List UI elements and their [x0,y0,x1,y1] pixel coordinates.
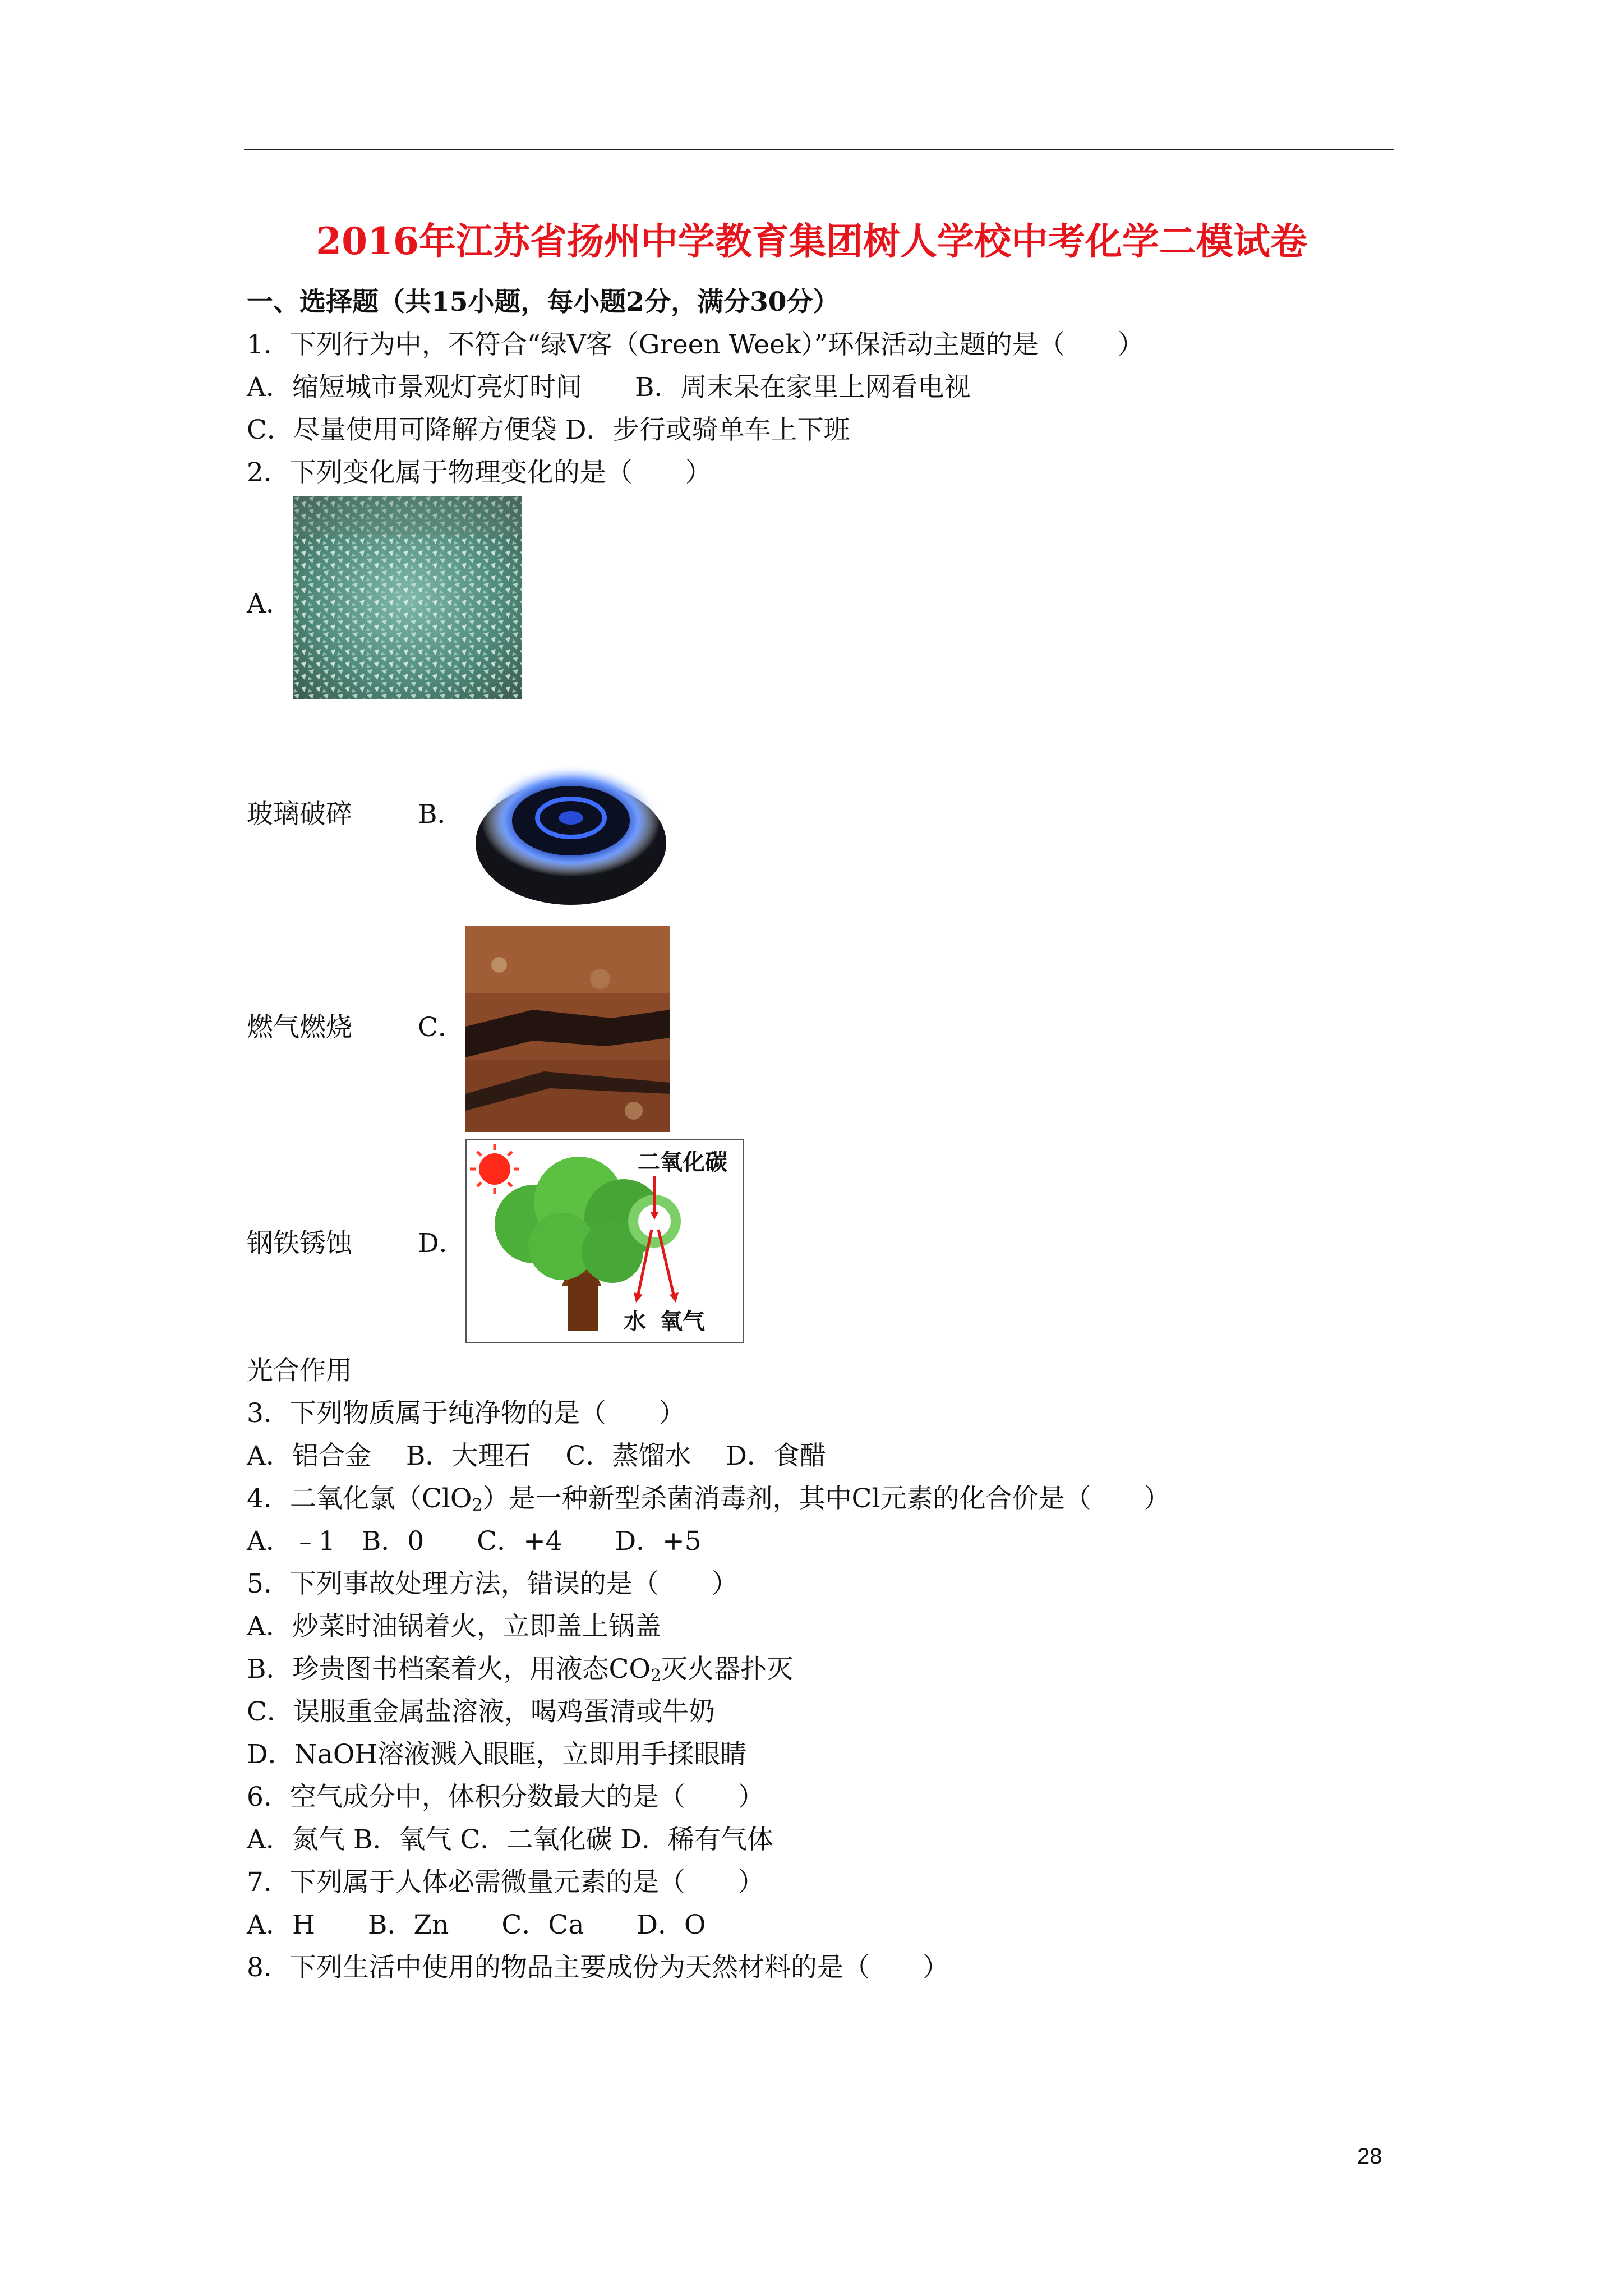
co2-label: 二氧化碳 [638,1144,727,1176]
q5-option-b [247,1651,793,1694]
broken-glass-image [293,496,522,699]
header-rule [244,149,1394,150]
photosynthesis-image [465,1139,744,1343]
q4-options: A．﹣1 B．0 C．+4 D．+5 [247,1526,702,1557]
q4-stem-part2: ）是一种新型杀菌消毒剂，其中Cl元素的化合价是（ ） [482,1483,1170,1514]
q5-option-c: C．误服重金属盐溶液，喝鸡蛋清或牛奶 [247,1696,715,1727]
q1-options-row2: C．尽量使用可降解方便袋 D．步行或骑单车上下班 [247,415,850,445]
page-number: 28 [1357,2144,1382,2169]
q3-stem: 3．下列物质属于纯净物的是（ ） [247,1398,685,1429]
q6-stem: 6．空气成分中，体积分数最大的是（ ） [247,1782,764,1812]
q2-option-c-letter: C． [418,1012,464,1043]
rusty-steel-image [465,926,670,1132]
q5-stem: 5．下列事故处理方法，错误的是（ ） [247,1568,738,1599]
q7-options: A．H B．Zn C．Ca D．O [247,1910,706,1940]
q4-stem [247,1481,1170,1524]
q2-option-c-text: 钢铁锈蚀 [247,1228,352,1259]
q2-option-b-text: 燃气燃烧 [247,1012,352,1043]
q5-option-b-part2: 灭火器扑灭 [661,1654,794,1685]
gas-flame-image [465,711,676,920]
q2-option-d-letter: D． [418,1228,465,1259]
q5-option-a: A．炒菜时油锅着火，立即盖上锅盖 [247,1611,661,1642]
q2-option-a-text: 玻璃破碎 [247,799,352,830]
q4-stem-subscript: 2 [472,1496,483,1515]
q5-option-d: D．NaOH溶液溅入眼眶，立即用手揉眼睛 [247,1739,747,1770]
q5-option-b-subscript: 2 [651,1666,662,1686]
q1-options-row1: A．缩短城市景观灯亮灯时间 B．周末呆在家里上网看电视 [247,372,971,403]
oxygen-label: 氧气 [660,1309,705,1335]
q4-stem-part1: 4．二氧化氯（ClO [247,1483,472,1514]
q2-option-d-text: 光合作用 [247,1355,352,1386]
q3-options: A．铝合金 B．大理石 C．蒸馏水 D．食醋 [247,1441,826,1471]
q5-option-b-part1: B．珍贵图书档案着火，用液态CO [247,1654,651,1685]
water-label: 水 [624,1309,646,1335]
exam-title: 2016年江苏省扬州中学教育集团树人学校中考化学二模试卷 [316,219,1307,263]
q1-stem: 1．下列行为中，不符合“绿V客（Green Week）”环保活动主题的是（ ） [247,329,1144,360]
section-heading: 一、选择题（共15小题，每小题2分，满分30分） [247,287,840,318]
q6-options: A．氮气 B．氧气 C．二氧化碳 D．稀有气体 [247,1824,773,1855]
q7-stem: 7．下列属于人体必需微量元素的是（ ） [247,1867,764,1898]
q2-stem: 2．下列变化属于物理变化的是（ ） [247,457,712,488]
q8-stem: 8．下列生活中使用的物品主要成份为天然材料的是（ ） [247,1952,949,1983]
q2-option-b-letter: B． [418,799,464,830]
q2-option-a-letter: A． [247,588,292,619]
